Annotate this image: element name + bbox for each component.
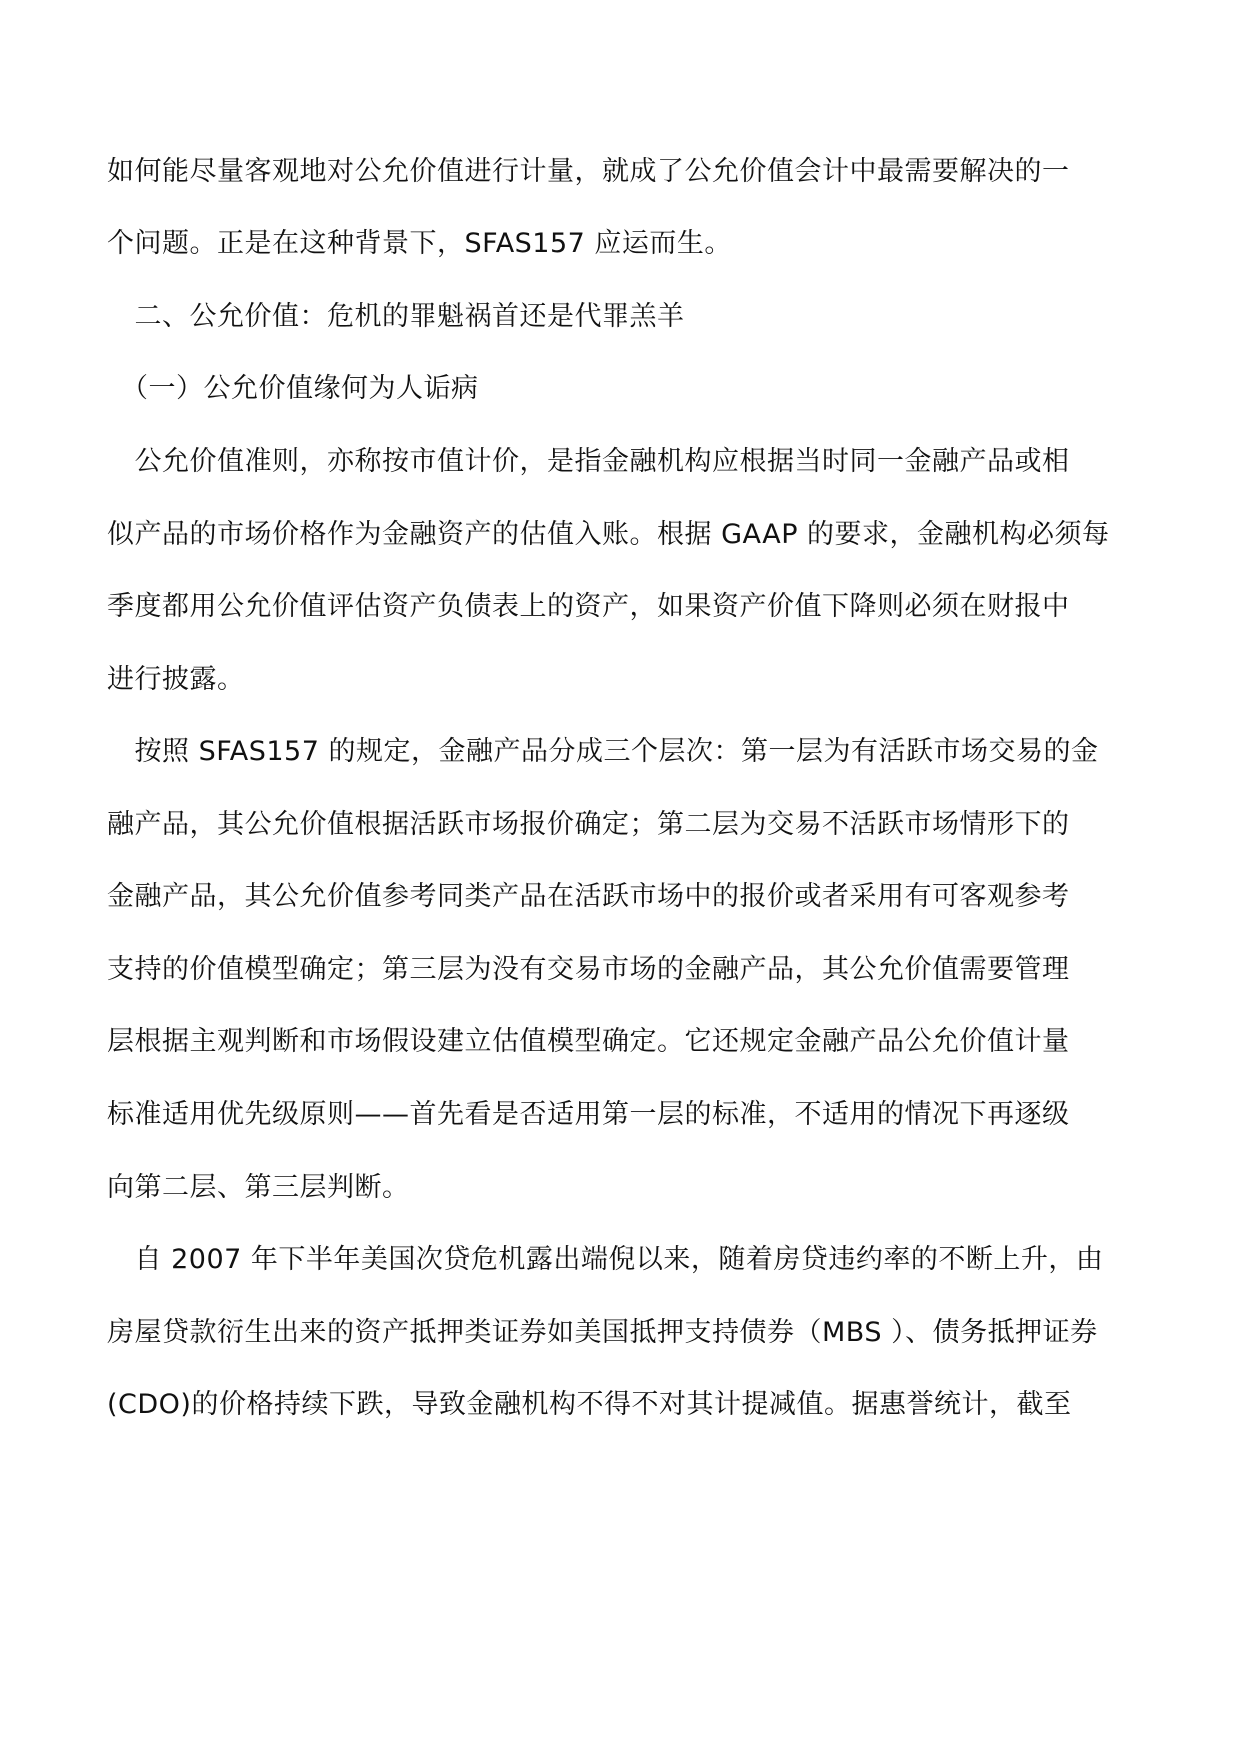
text-line: (CDO)的价格持续下跌，导致金融机构不得不对其计提减值。据惠誉统计，截至 [107, 1389, 1072, 1420]
text-line: 如何能尽量客观地对公允价值进行计量，就成了公允价值会计中最需要解决的一 [107, 156, 1070, 187]
text-line: 季度都用公允价值评估资产负债表上的资产，如果资产价值下降则必须在财报中 [107, 591, 1070, 622]
text-line: 向第二层、第三层判断。 [107, 1172, 410, 1203]
text-line: 进行披露。 [107, 664, 245, 695]
text-line: 似产品的市场价格作为金融资产的估值入账。根据 GAAP 的要求，金融机构必须每 [107, 519, 1110, 550]
section-heading: 二、公允价值：危机的罪魁祸首还是代罪羔羊 [107, 301, 685, 332]
text-line: 自 2007 年下半年美国次贷危机露出端倪以来，随着房贷违约率的不断上升，由 [107, 1244, 1104, 1275]
text-line: 标准适用优先级原则——首先看是否适用第一层的标准，不适用的情况下再逐级 [107, 1099, 1070, 1130]
text-line: 房屋贷款衍生出来的资产抵押类证券如美国抵押支持债券（MBS ）、债务抵押证券 [107, 1317, 1098, 1348]
subsection-heading: （一）公允价值缘何为人诟病 [107, 373, 479, 404]
text-line: 按照 SFAS157 的规定，金融产品分成三个层次：第一层为有活跃市场交易的金 [107, 736, 1099, 767]
text-line: 层根据主观判断和市场假设建立估值模型确定。它还规定金融产品公允价值计量 [107, 1026, 1070, 1057]
text-line: 融产品，其公允价值根据活跃市场报价确定；第二层为交易不活跃市场情形下的 [107, 809, 1070, 840]
text-line: 支持的价值模型确定；第三层为没有交易市场的金融产品，其公允价值需要管理 [107, 954, 1070, 985]
text-line: 金融产品，其公允价值参考同类产品在活跃市场中的报价或者采用有可客观参考 [107, 881, 1070, 912]
text-line: 公允价值准则，亦称按市值计价，是指金融机构应根据当时同一金融产品或相 [107, 446, 1070, 477]
text-line: 个问题。正是在这种背景下，SFAS157 应运而生。 [107, 228, 732, 259]
